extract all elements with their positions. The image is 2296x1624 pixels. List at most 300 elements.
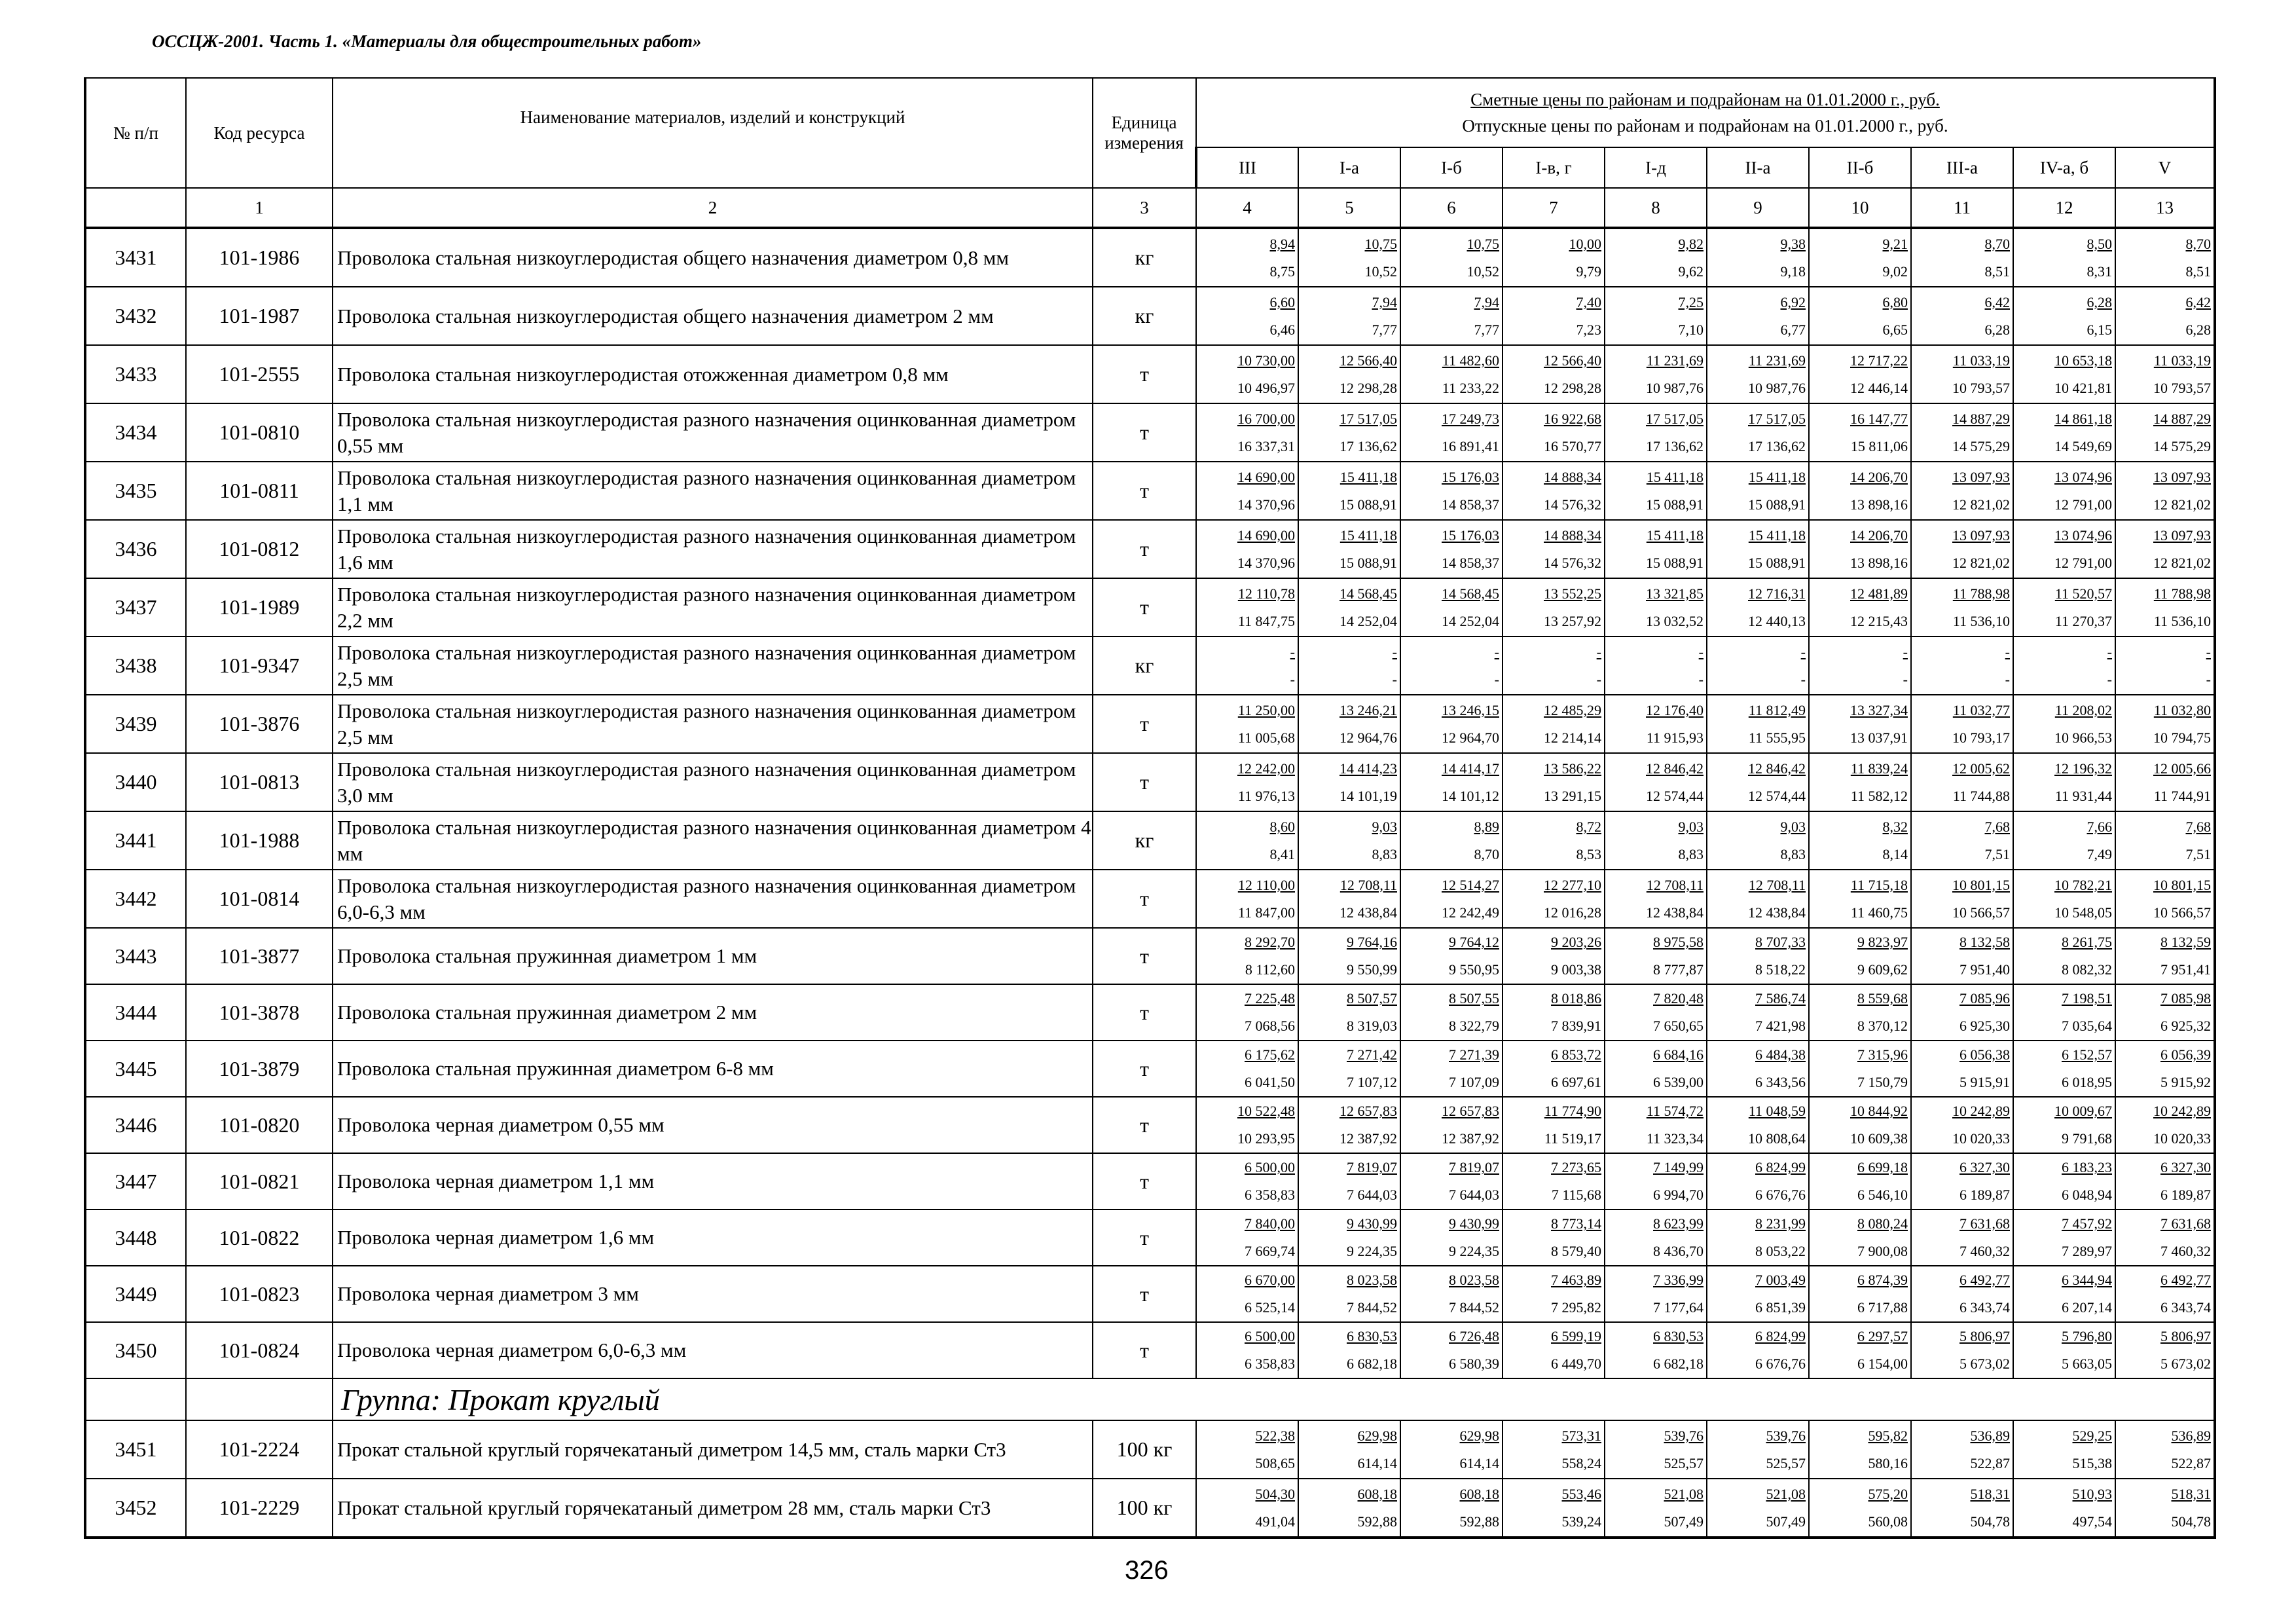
release-price: 592,88 bbox=[1357, 1513, 1397, 1530]
price-cell bbox=[1196, 870, 1298, 928]
unit: т bbox=[1093, 984, 1196, 1041]
estimated-price: - bbox=[1290, 643, 1295, 660]
price-cell bbox=[1196, 1420, 1298, 1479]
release-price: 9 224,35 bbox=[1449, 1243, 1499, 1259]
estimated-price: 12 481,89 bbox=[1850, 585, 1908, 602]
price-cell bbox=[1809, 287, 1911, 345]
estimated-price: 7 271,42 bbox=[1347, 1046, 1397, 1063]
estimated-price: 6 327,30 bbox=[2160, 1159, 2211, 1176]
release-price: 11 915,93 bbox=[1646, 729, 1704, 746]
price-cell bbox=[1707, 1322, 1809, 1378]
column-number bbox=[85, 188, 186, 228]
release-price: 12 446,14 bbox=[1850, 379, 1908, 396]
price-cell bbox=[1809, 403, 1911, 462]
estimated-price: 10 844,92 bbox=[1850, 1103, 1908, 1120]
price-cell bbox=[2115, 637, 2215, 695]
row-number: 3439 bbox=[85, 695, 186, 753]
price-cell bbox=[1809, 811, 1911, 870]
unit: т bbox=[1093, 462, 1196, 520]
price-cell bbox=[1400, 520, 1503, 578]
price-cell bbox=[2115, 287, 2215, 345]
estimated-price: 6 670,00 bbox=[1245, 1272, 1295, 1289]
estimated-price: 518,31 bbox=[2171, 1485, 2211, 1502]
price-cell bbox=[1707, 1041, 1809, 1097]
price-cell bbox=[1707, 520, 1809, 578]
header-name: Наименование материалов, изделий и конструкций bbox=[333, 78, 1093, 188]
estimated-price: 7 225,48 bbox=[1245, 990, 1295, 1007]
resource-code: 101-0811 bbox=[186, 462, 333, 520]
row-number: 3441 bbox=[85, 811, 186, 870]
resource-code: 101-1989 bbox=[186, 578, 333, 637]
release-price: 507,49 bbox=[1664, 1513, 1704, 1530]
table-row bbox=[85, 462, 2215, 520]
release-price: 9 003,38 bbox=[1551, 961, 1601, 978]
estimated-price: 7,66 bbox=[2086, 818, 2112, 835]
unit: 100 кг bbox=[1093, 1420, 1196, 1479]
price-cell bbox=[1911, 345, 2013, 403]
estimated-price: 14 690,00 bbox=[1237, 468, 1295, 485]
table-row bbox=[85, 403, 2215, 462]
release-price: 11 744,88 bbox=[1952, 787, 2010, 804]
price-cell bbox=[1196, 403, 1298, 462]
estimated-price: 595,82 bbox=[1868, 1427, 1908, 1444]
price-cell bbox=[1298, 520, 1400, 578]
release-price: 11 460,75 bbox=[1850, 904, 1908, 921]
price-cell bbox=[2115, 403, 2215, 462]
price-cell bbox=[1911, 578, 2013, 637]
price-cell bbox=[2115, 1420, 2215, 1479]
price-cell bbox=[1503, 1041, 1605, 1097]
release-price: 580,16 bbox=[1868, 1454, 1908, 1471]
estimated-price: 10 801,15 bbox=[1952, 876, 2010, 893]
release-price: 13 898,16 bbox=[1850, 554, 1908, 571]
table-row bbox=[85, 695, 2215, 753]
estimated-price: 6 599,19 bbox=[1551, 1328, 1601, 1345]
estimated-price: 539,76 bbox=[1766, 1427, 1806, 1444]
group-spacer bbox=[85, 1378, 186, 1420]
estimated-price: 5 806,97 bbox=[1959, 1328, 2010, 1345]
release-price: 12 821,02 bbox=[1952, 496, 2010, 513]
unit: т bbox=[1093, 1097, 1196, 1153]
price-cell bbox=[1400, 462, 1503, 520]
estimated-price: 13 586,22 bbox=[1544, 760, 1601, 777]
estimated-price: 14 206,70 bbox=[1850, 526, 1908, 544]
material-name: Проволока черная диаметром 0,55 мм bbox=[333, 1097, 1093, 1153]
release-price: - bbox=[1596, 671, 1601, 688]
price-cell bbox=[1400, 870, 1503, 928]
price-cell bbox=[1911, 1266, 2013, 1322]
release-price: 11 536,10 bbox=[2153, 612, 2211, 629]
release-price: 7 844,52 bbox=[1347, 1299, 1397, 1316]
price-cell bbox=[2115, 1153, 2215, 1209]
release-price: 7,51 bbox=[1984, 845, 2010, 862]
price-cell bbox=[1196, 520, 1298, 578]
price-cell bbox=[2013, 462, 2115, 520]
price-cell bbox=[1911, 520, 2013, 578]
price-cell bbox=[1503, 637, 1605, 695]
estimated-price: 8 132,59 bbox=[2160, 934, 2211, 951]
region-header: I-б bbox=[1400, 147, 1503, 188]
price-cell bbox=[1707, 1209, 1809, 1266]
estimated-price: 10 730,00 bbox=[1237, 352, 1295, 369]
estimated-price: 608,18 bbox=[1459, 1485, 1499, 1502]
release-price: 9 550,95 bbox=[1449, 961, 1499, 978]
price-cell bbox=[2013, 520, 2115, 578]
price-cell bbox=[1911, 228, 2013, 287]
estimated-price: 6,60 bbox=[1269, 293, 1295, 310]
price-cell bbox=[1605, 870, 1707, 928]
price-cell bbox=[1503, 1266, 1605, 1322]
price-cell bbox=[2115, 520, 2215, 578]
material-name: Проволока стальная низкоуглеродистая разного назначения оцинкованная диаметром 2,2 мм bbox=[333, 578, 1093, 637]
release-price: 6 343,56 bbox=[1755, 1074, 1806, 1090]
release-price: 8 082,32 bbox=[2062, 961, 2112, 978]
price-cell bbox=[1605, 637, 1707, 695]
release-price: - bbox=[1290, 671, 1295, 688]
release-price: 12 574,44 bbox=[1748, 787, 1806, 804]
unit: т bbox=[1093, 1209, 1196, 1266]
estimated-price: 11 812,49 bbox=[1748, 701, 1806, 718]
price-cell bbox=[1400, 578, 1503, 637]
release-price: 7 289,97 bbox=[2062, 1243, 2112, 1259]
estimated-price: 608,18 bbox=[1357, 1485, 1397, 1502]
release-price: 13 291,15 bbox=[1544, 787, 1601, 804]
release-price: 12 574,44 bbox=[1646, 787, 1704, 804]
price-cell bbox=[1503, 870, 1605, 928]
price-cell bbox=[1400, 345, 1503, 403]
estimated-price: 8,89 bbox=[1474, 818, 1499, 835]
price-cell bbox=[1809, 1479, 1911, 1538]
price-cell bbox=[1503, 928, 1605, 984]
estimated-price: 6,92 bbox=[1780, 293, 1806, 310]
release-price: 8,83 bbox=[1372, 845, 1397, 862]
release-price: 7 460,32 bbox=[1959, 1243, 2010, 1259]
row-number: 3446 bbox=[85, 1097, 186, 1153]
release-price: - bbox=[1698, 671, 1704, 688]
estimated-price: 12 176,40 bbox=[1646, 701, 1704, 718]
price-cell bbox=[1298, 984, 1400, 1041]
release-price: 8 112,60 bbox=[1245, 961, 1295, 978]
row-number: 3449 bbox=[85, 1266, 186, 1322]
header-no: № п/п bbox=[85, 78, 186, 188]
release-price: 10 496,97 bbox=[1237, 379, 1295, 396]
estimated-price: 10 242,89 bbox=[2153, 1103, 2211, 1120]
resource-code: 101-2224 bbox=[186, 1420, 333, 1479]
estimated-price: 12 566,40 bbox=[1544, 352, 1601, 369]
price-cell bbox=[2115, 228, 2215, 287]
release-price: 6 189,87 bbox=[1959, 1187, 2010, 1203]
release-price: 525,57 bbox=[1766, 1454, 1806, 1471]
price-cell bbox=[1503, 1420, 1605, 1479]
price-cell bbox=[1707, 1153, 1809, 1209]
release-price: 10 020,33 bbox=[2153, 1130, 2211, 1147]
price-cell bbox=[1503, 1209, 1605, 1266]
release-price: 14 252,04 bbox=[1339, 612, 1397, 629]
estimated-price: 6 484,38 bbox=[1755, 1046, 1806, 1063]
estimated-price: 9,03 bbox=[1678, 818, 1704, 835]
release-price: 11 582,12 bbox=[1850, 787, 1908, 804]
price-cell bbox=[1809, 1041, 1911, 1097]
release-price: 16 337,31 bbox=[1237, 437, 1295, 454]
material-name: Проволока стальная низкоуглеродистая разного назначения оцинкованная диаметром 6,0-6,3 мм bbox=[333, 870, 1093, 928]
release-price: 6 925,30 bbox=[1959, 1018, 2010, 1034]
estimated-price: 15 411,18 bbox=[1748, 526, 1806, 544]
price-cell bbox=[1911, 1097, 2013, 1153]
price-cell bbox=[1400, 984, 1503, 1041]
release-price: 6 449,70 bbox=[1551, 1356, 1601, 1372]
release-price: 12 387,92 bbox=[1442, 1130, 1499, 1147]
release-price: 8,53 bbox=[1576, 845, 1601, 862]
estimated-price: 17 249,73 bbox=[1442, 410, 1499, 427]
table-row bbox=[85, 287, 2215, 345]
release-price: 504,78 bbox=[2171, 1513, 2211, 1530]
estimated-price: 7 085,98 bbox=[2160, 990, 2211, 1007]
row-number: 3448 bbox=[85, 1209, 186, 1266]
price-cell bbox=[1503, 462, 1605, 520]
release-price: 8,51 bbox=[2185, 263, 2211, 280]
release-price: 8,31 bbox=[2086, 263, 2112, 280]
table-row bbox=[85, 870, 2215, 928]
estimated-price: 14 568,45 bbox=[1339, 585, 1397, 602]
estimated-price: 6 152,57 bbox=[2062, 1046, 2112, 1063]
estimated-price: 11 033,19 bbox=[1952, 352, 2010, 369]
material-name: Проволока стальная низкоуглеродистая общего назначения диаметром 0,8 мм bbox=[333, 228, 1093, 287]
estimated-price: 16 700,00 bbox=[1237, 410, 1295, 427]
price-cell bbox=[1400, 1479, 1503, 1538]
region-header: I-д bbox=[1605, 147, 1707, 188]
estimated-price: 12 514,27 bbox=[1442, 876, 1499, 893]
estimated-price: 14 861,18 bbox=[2054, 410, 2112, 427]
release-price: 6 358,83 bbox=[1245, 1187, 1295, 1203]
estimated-price: 14 414,17 bbox=[1442, 760, 1499, 777]
release-price: 12 215,43 bbox=[1850, 612, 1908, 629]
material-name: Проволока стальная низкоуглеродистая отожженная диаметром 0,8 мм bbox=[333, 345, 1093, 403]
row-number: 3438 bbox=[85, 637, 186, 695]
unit: кг bbox=[1093, 811, 1196, 870]
release-price: 14 575,29 bbox=[1952, 437, 2010, 454]
release-price: 6,28 bbox=[1984, 321, 2010, 338]
release-price: 508,65 bbox=[1255, 1454, 1295, 1471]
unit: т bbox=[1093, 1266, 1196, 1322]
release-price: 14 101,12 bbox=[1442, 787, 1499, 804]
unit: т bbox=[1093, 1041, 1196, 1097]
estimated-price: - bbox=[1903, 643, 1908, 660]
estimated-price: 7 631,68 bbox=[1959, 1215, 2010, 1232]
estimated-price: 9,82 bbox=[1678, 235, 1704, 252]
estimated-price: 9 430,99 bbox=[1449, 1215, 1499, 1232]
table-row bbox=[85, 984, 2215, 1041]
estimated-price: 7 840,00 bbox=[1245, 1215, 1295, 1232]
estimated-price: 13 097,93 bbox=[1952, 526, 2010, 544]
column-number: 11 bbox=[1911, 188, 2013, 228]
material-name: Проволока стальная низкоуглеродистая разного назначения оцинкованная диаметром 4 мм bbox=[333, 811, 1093, 870]
price-cell bbox=[2013, 578, 2115, 637]
page-number: 326 bbox=[1125, 1556, 1169, 1585]
region-header: I-в, г bbox=[1503, 147, 1605, 188]
price-cell bbox=[2013, 345, 2115, 403]
price-cell bbox=[1911, 403, 2013, 462]
header-code: Код ресурса bbox=[186, 78, 333, 188]
estimated-price: 12 708,11 bbox=[1339, 876, 1397, 893]
estimated-price: 10 009,67 bbox=[2054, 1103, 2112, 1120]
resource-code: 101-3876 bbox=[186, 695, 333, 753]
price-cell bbox=[1605, 984, 1707, 1041]
estimated-price: 8,50 bbox=[2086, 235, 2112, 252]
estimated-price: 11 250,00 bbox=[1237, 701, 1295, 718]
estimated-price: 6 492,77 bbox=[2160, 1272, 2211, 1289]
price-cell bbox=[1298, 753, 1400, 811]
price-cell bbox=[2013, 870, 2115, 928]
release-price: 6 546,10 bbox=[1857, 1187, 1908, 1203]
estimated-price: 12 708,11 bbox=[1748, 876, 1806, 893]
price-cell bbox=[1196, 287, 1298, 345]
table-row bbox=[85, 1153, 2215, 1209]
estimated-price: 11 788,98 bbox=[1952, 585, 2010, 602]
price-cell bbox=[1298, 1266, 1400, 1322]
estimated-price: 6 824,99 bbox=[1755, 1328, 1806, 1345]
estimated-price: 6 726,48 bbox=[1449, 1328, 1499, 1345]
estimated-price: - bbox=[2107, 643, 2112, 660]
estimated-price: 504,30 bbox=[1255, 1485, 1295, 1502]
price-cell bbox=[2115, 928, 2215, 984]
price-cell bbox=[1605, 287, 1707, 345]
release-price: 11 555,95 bbox=[1748, 729, 1806, 746]
estimated-price: 575,20 bbox=[1868, 1485, 1908, 1502]
release-price: 10 566,57 bbox=[2153, 904, 2211, 921]
price-cell bbox=[1809, 1322, 1911, 1378]
release-price: 12 298,28 bbox=[1339, 379, 1397, 396]
price-cell bbox=[1298, 1097, 1400, 1153]
release-price: 10 794,75 bbox=[2153, 729, 2211, 746]
release-price: 8,70 bbox=[1474, 845, 1499, 862]
release-price: 12 821,02 bbox=[2153, 496, 2211, 513]
resource-code: 101-9347 bbox=[186, 637, 333, 695]
column-number: 7 bbox=[1503, 188, 1605, 228]
price-cell bbox=[1503, 811, 1605, 870]
estimated-price: 6 684,16 bbox=[1653, 1046, 1704, 1063]
region-header: II-б bbox=[1809, 147, 1911, 188]
estimated-price: 521,08 bbox=[1766, 1485, 1806, 1502]
estimated-price: 12 005,62 bbox=[1952, 760, 2010, 777]
estimated-price: 8 507,57 bbox=[1347, 990, 1397, 1007]
row-number: 3440 bbox=[85, 753, 186, 811]
estimated-price: 6 056,38 bbox=[1959, 1046, 2010, 1063]
estimated-price: 13 246,21 bbox=[1339, 701, 1397, 718]
price-cell bbox=[2115, 1209, 2215, 1266]
price-cell bbox=[1298, 1041, 1400, 1097]
price-cell bbox=[1605, 695, 1707, 753]
estimated-price: 6 492,77 bbox=[1959, 1272, 2010, 1289]
estimated-price: 12 708,11 bbox=[1646, 876, 1704, 893]
release-price: 5 673,02 bbox=[2160, 1356, 2211, 1372]
row-number: 3451 bbox=[85, 1420, 186, 1479]
price-cell bbox=[1196, 345, 1298, 403]
price-cell bbox=[1605, 520, 1707, 578]
release-price: - bbox=[2107, 671, 2112, 688]
release-price: 11 847,00 bbox=[1237, 904, 1295, 921]
release-price: 6 018,95 bbox=[2062, 1074, 2112, 1090]
column-number: 10 bbox=[1809, 188, 1911, 228]
price-cell bbox=[1503, 1153, 1605, 1209]
release-price: 7 421,98 bbox=[1755, 1018, 1806, 1034]
estimated-price: 10 653,18 bbox=[2054, 352, 2112, 369]
estimated-price: 629,98 bbox=[1459, 1427, 1499, 1444]
estimated-price: 536,89 bbox=[2171, 1427, 2211, 1444]
release-price: 8,83 bbox=[1678, 845, 1704, 862]
price-cell bbox=[1707, 637, 1809, 695]
release-price: 10 793,57 bbox=[1952, 379, 2010, 396]
unit: т bbox=[1093, 403, 1196, 462]
release-price: 6 048,94 bbox=[2062, 1187, 2112, 1203]
column-number: 1 bbox=[186, 188, 333, 228]
release-price: 15 088,91 bbox=[1748, 554, 1806, 571]
release-price: 6 994,70 bbox=[1653, 1187, 1704, 1203]
resource-code: 101-0814 bbox=[186, 870, 333, 928]
release-price: 6 525,14 bbox=[1245, 1299, 1295, 1316]
estimated-price: 6,42 bbox=[2185, 293, 2211, 310]
release-price: 9,79 bbox=[1576, 263, 1601, 280]
release-price: 8 777,87 bbox=[1653, 961, 1704, 978]
estimated-price: 11 574,72 bbox=[1646, 1103, 1704, 1120]
estimated-price: 6 500,00 bbox=[1245, 1328, 1295, 1345]
region-header: III bbox=[1196, 147, 1298, 188]
price-cell bbox=[1911, 1153, 2013, 1209]
estimated-price: 9 430,99 bbox=[1347, 1215, 1397, 1232]
price-cell bbox=[2115, 811, 2215, 870]
release-price: 6 207,14 bbox=[2062, 1299, 2112, 1316]
price-cell bbox=[1707, 984, 1809, 1041]
release-price: - bbox=[1494, 671, 1499, 688]
release-price: 6,28 bbox=[2185, 321, 2211, 338]
resource-code: 101-0812 bbox=[186, 520, 333, 578]
estimated-price: 15 411,18 bbox=[1339, 526, 1397, 544]
header-unit: Единица измерения bbox=[1093, 78, 1196, 188]
price-cell bbox=[1503, 520, 1605, 578]
region-header: II-а bbox=[1707, 147, 1809, 188]
price-cell bbox=[2013, 1153, 2115, 1209]
table-row bbox=[85, 928, 2215, 984]
price-cell bbox=[2115, 1097, 2215, 1153]
release-price: 9 609,62 bbox=[1857, 961, 1908, 978]
table-row bbox=[85, 811, 2215, 870]
release-price: - bbox=[2005, 671, 2010, 688]
release-price: 14 101,19 bbox=[1339, 787, 1397, 804]
release-price: 12 791,00 bbox=[2054, 554, 2112, 571]
price-cell bbox=[1605, 1322, 1707, 1378]
release-price: 8,14 bbox=[1882, 845, 1908, 862]
price-cell bbox=[2013, 228, 2115, 287]
price-cell bbox=[1298, 695, 1400, 753]
estimated-price: 8 559,68 bbox=[1857, 990, 1908, 1007]
resource-code: 101-1987 bbox=[186, 287, 333, 345]
release-price: 12 298,28 bbox=[1544, 379, 1601, 396]
table-row bbox=[85, 1041, 2215, 1097]
release-price: 16 891,41 bbox=[1442, 437, 1499, 454]
release-price: 14 858,37 bbox=[1442, 554, 1499, 571]
table-row bbox=[85, 753, 2215, 811]
column-number: 8 bbox=[1605, 188, 1707, 228]
column-number: 12 bbox=[2013, 188, 2115, 228]
estimated-price: - bbox=[1800, 643, 1806, 660]
price-cell bbox=[1503, 1322, 1605, 1378]
unit: 100 кг bbox=[1093, 1479, 1196, 1538]
estimated-price: 14 206,70 bbox=[1850, 468, 1908, 485]
table-row bbox=[85, 1479, 2215, 1538]
price-cell bbox=[1809, 870, 1911, 928]
release-price: 522,87 bbox=[1970, 1454, 2010, 1471]
estimated-price: 12 005,66 bbox=[2153, 760, 2211, 777]
release-price: 12 791,00 bbox=[2054, 496, 2112, 513]
